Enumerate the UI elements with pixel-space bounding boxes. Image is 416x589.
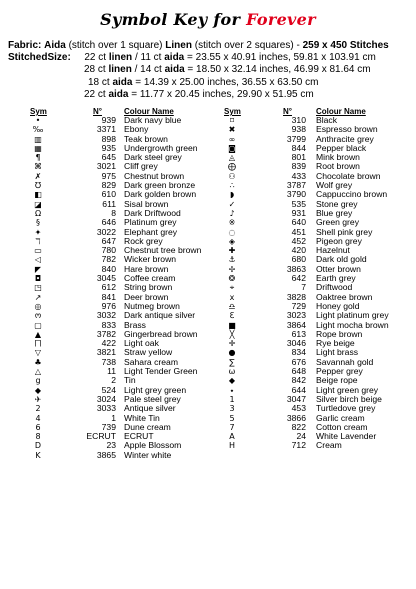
floss-number: 3047: [286, 393, 306, 404]
colour-name: Driftwood: [316, 282, 353, 293]
colour-name: Coffee cream: [124, 273, 176, 284]
symbol-glyph: 2: [35, 404, 41, 414]
symbol-glyph: ■: [228, 320, 236, 330]
symbol-glyph: ▢: [34, 320, 42, 330]
floss-number: 452: [291, 235, 306, 246]
symbol-glyph: ◗: [229, 190, 235, 200]
colour-name: Light grey green: [124, 384, 187, 395]
symbol-glyph: H: [228, 441, 235, 451]
symbol-glyph: ↗: [34, 292, 42, 302]
colour-name: Pale steel grey: [124, 393, 181, 404]
symbol-glyph: ∴: [229, 181, 235, 191]
size-2-bold: aida: [112, 76, 133, 88]
floss-number: 3863: [286, 263, 306, 274]
floss-number: 844: [291, 142, 306, 153]
colour-name: Nutmeg brown: [124, 300, 180, 311]
floss-number: 935: [101, 142, 116, 153]
colour-name: Brass: [124, 319, 146, 330]
colour-name: Earth grey: [316, 273, 356, 284]
floss-number: 839: [291, 161, 306, 172]
size-3-bold: aida: [108, 89, 129, 101]
colour-name: Apple Blossom: [124, 440, 182, 451]
floss-number: 3033: [96, 403, 116, 414]
stitched-size-list: [84, 64, 371, 102]
floss-number: 535: [291, 198, 306, 209]
header-sym-left: Sym: [30, 107, 47, 116]
size-1-rest: = 18.50 x 32.14 inches, 46.99 x 81.64 cm: [187, 64, 371, 75]
colour-name: Straw yellow: [124, 347, 173, 358]
floss-number: 3021: [96, 161, 116, 172]
size-3-prefix: 22 ct: [84, 89, 106, 101]
symbol-glyph: ⌖: [229, 283, 235, 293]
colour-name: Dark navy blue: [124, 115, 182, 125]
colour-name: ECRUT: [124, 431, 154, 442]
floss-number: 645: [101, 152, 116, 163]
symbol-glyph: ◤: [34, 264, 42, 274]
symbol-glyph: △: [34, 367, 42, 377]
fabric-stitches: 259 x 450 Stitches: [302, 40, 389, 51]
floss-number: 2: [111, 375, 116, 386]
symbol-glyph: ╳: [229, 329, 235, 339]
floss-number: 644: [291, 384, 306, 395]
colour-name: Ebony: [124, 124, 149, 135]
floss-number: 612: [101, 282, 116, 293]
colour-name: Turtledove grey: [316, 403, 376, 414]
floss-number: 3045: [96, 273, 116, 284]
floss-number: 3799: [286, 133, 306, 144]
stitched-size-label: StitchedSize:: [8, 52, 71, 63]
symbol-glyph: 4: [35, 413, 41, 423]
colour-name: Undergrowth green: [124, 142, 198, 153]
fabric-linen-note: (stitch over 2 squares) -: [194, 40, 300, 51]
floss-number: 680: [291, 254, 306, 265]
symbol-glyph: ℇ: [229, 311, 235, 321]
floss-number: 3022: [96, 226, 116, 237]
symbol-glyph: ♣: [34, 357, 42, 367]
floss-number: 676: [291, 356, 306, 367]
symbol-glyph: ✖: [228, 125, 236, 135]
floss-number: 7: [301, 282, 306, 293]
colour-name: Black: [316, 115, 338, 125]
floss-number: 834: [291, 347, 306, 358]
floss-number: 3865: [96, 449, 116, 460]
header-number-left: N°: [93, 107, 102, 116]
floss-number: 1: [111, 412, 116, 423]
fabric-aida-note: (stitch over 1 square): [68, 40, 163, 51]
symbol-glyph: ⌑: [229, 116, 235, 125]
colour-name: White Lavender: [316, 431, 377, 442]
colour-name: Elephant grey: [124, 226, 178, 237]
symbol-glyph: ▲: [34, 329, 42, 339]
floss-number: 640: [291, 217, 306, 228]
floss-number: 3866: [286, 412, 306, 423]
colour-name: Dark antique silver: [124, 310, 196, 321]
floss-number: 647: [101, 235, 116, 246]
header-colour-right: Colour Name: [316, 107, 366, 116]
floss-number: 3782: [96, 328, 116, 339]
symbol-glyph: ✈: [34, 394, 42, 404]
symbol-glyph: ✛: [228, 339, 236, 349]
symbol-glyph: ⬩: [230, 385, 234, 395]
colour-name: Pigeon grey: [316, 235, 362, 246]
symbol-glyph: ◎: [34, 301, 42, 311]
size-2-rest: = 14.39 x 25.00 inches, 36.55 x 63.50 cm: [135, 76, 319, 88]
floss-number: 611: [102, 198, 116, 209]
floss-number: 898: [101, 133, 116, 144]
floss-number: 842: [291, 375, 306, 386]
floss-number: 613: [291, 328, 306, 339]
symbol-glyph: ⨅: [34, 339, 42, 349]
floss-number: 729: [291, 300, 306, 311]
symbol-glyph: ✦: [34, 227, 42, 237]
symbol-glyph: ◁: [34, 255, 42, 265]
floss-number: 822: [291, 421, 306, 432]
floss-number: 648: [291, 366, 306, 377]
symbol-glyph: g: [35, 376, 41, 386]
symbol-glyph: ¶: [35, 153, 41, 163]
symbol-glyph: ◧: [34, 190, 42, 200]
symbol-glyph: 8: [35, 432, 41, 442]
symbol-glyph: ⨁: [228, 162, 236, 172]
floss-number: 524: [101, 384, 116, 395]
symbol-glyph: ▦: [34, 143, 42, 153]
colour-name: Dark old gold: [316, 254, 367, 265]
size-1-mid: / 14 ct: [134, 64, 162, 75]
symbol-glyph: ✢: [228, 264, 236, 274]
symbol-glyph: ◆: [34, 385, 42, 395]
colour-name: Dark golden brown: [124, 189, 197, 200]
floss-number: 610: [101, 189, 116, 200]
symbol-key-right-column: [224, 116, 414, 451]
colour-name: Dark green bronze: [124, 180, 196, 191]
floss-number: 3371: [96, 124, 116, 135]
floss-number: 3790: [286, 189, 306, 200]
symbol-glyph: ◪: [34, 199, 42, 209]
colour-name: Antique silver: [124, 403, 176, 414]
colour-name: Chestnut tree brown: [124, 245, 202, 256]
colour-name: Wicker brown: [124, 254, 177, 265]
floss-number: 939: [101, 115, 116, 125]
floss-number: 3787: [286, 180, 306, 191]
title-accent: Forever: [246, 10, 316, 29]
size-2-prefix: 18 ct: [88, 76, 110, 88]
floss-number: 976: [101, 300, 116, 311]
title-prefix: Symbol Key for: [100, 10, 241, 29]
symbol-glyph: ⚇: [228, 171, 236, 181]
colour-name: Deer brown: [124, 291, 169, 302]
floss-number: 3032: [96, 310, 116, 321]
colour-name: Cliff grey: [124, 161, 158, 172]
colour-name: Pepper black: [316, 142, 367, 153]
floss-number: 3864: [286, 319, 306, 330]
floss-number: 3023: [286, 310, 306, 321]
colour-name: Cotton cream: [316, 421, 368, 432]
symbol-glyph: ω: [228, 367, 236, 377]
colour-name: Honey gold: [316, 300, 360, 311]
symbol-glyph: 5: [229, 413, 235, 423]
size-line: [84, 64, 371, 77]
floss-number: 11: [107, 366, 116, 377]
colour-name: Rock grey: [124, 235, 163, 246]
symbol-glyph: ❂: [228, 274, 236, 284]
floss-number: 310: [291, 115, 306, 125]
symbol-glyph: ∞: [228, 134, 236, 144]
size-0-bold: linen: [108, 52, 133, 63]
colour-name: Shell pink grey: [316, 226, 373, 237]
symbol-glyph: x: [229, 292, 235, 302]
symbol-glyph: ▭: [34, 246, 42, 256]
header-colour-left: Colour Name: [124, 107, 174, 116]
header-number-right: N°: [283, 107, 292, 116]
symbol-glyph: 6: [35, 422, 41, 432]
colour-name: Wolf grey: [316, 180, 353, 191]
size-1-prefix: 28 ct: [84, 64, 106, 75]
colour-name: Tin: [124, 375, 136, 386]
colour-name: Platinum grey: [124, 217, 177, 228]
colour-name: Dark Driftwood: [124, 207, 181, 218]
symbol-glyph: ‰: [32, 125, 44, 135]
colour-name: Savannah gold: [316, 356, 374, 367]
floss-number: 782: [101, 254, 116, 265]
floss-number: 3821: [96, 347, 116, 358]
symbol-glyph: ◬: [228, 153, 236, 163]
symbol-glyph: ◆: [228, 376, 236, 386]
symbol-glyph: •: [35, 116, 41, 125]
floss-number: 24: [296, 431, 306, 442]
symbol-glyph: ♎: [228, 301, 236, 311]
colour-name: Pepper grey: [316, 366, 363, 377]
stitched-size-line: [8, 52, 376, 64]
floss-number: 3828: [286, 291, 306, 302]
size-0-mid: / 11 ct: [134, 52, 162, 63]
size-3-rest: = 11.77 x 20.45 inches, 29.90 x 51.95 cm: [131, 89, 314, 101]
symbol-glyph: ო: [34, 311, 42, 321]
floss-number: 3046: [286, 338, 306, 349]
colour-name: Light Tender Green: [124, 366, 198, 377]
symbol-glyph: 7: [229, 422, 235, 432]
symbol-glyph: ●: [228, 348, 236, 358]
symbol-glyph: ◙: [228, 143, 236, 153]
symbol-glyph: ✓: [228, 199, 236, 209]
colour-name: Silver birch beige: [316, 393, 382, 404]
symbol-glyph: A: [229, 432, 235, 442]
floss-number: 422: [101, 338, 116, 349]
colour-name: String brown: [124, 282, 173, 293]
size-0-prefix: 22 ct: [84, 52, 107, 63]
size-1-bold2: aida: [164, 64, 185, 75]
floss-number: 738: [101, 356, 116, 367]
symbol-glyph: 3: [229, 404, 235, 414]
symbol-glyph: ◌: [228, 227, 236, 237]
colour-name: Rope brown: [316, 328, 363, 339]
colour-name: Light brass: [316, 347, 359, 358]
size-line: [84, 89, 371, 102]
colour-name: Green grey: [316, 217, 359, 228]
symbol-glyph: ◳: [34, 283, 42, 293]
symbol-glyph: ∑: [229, 357, 235, 367]
size-line: [84, 77, 371, 90]
colour-name: Light mocha brown: [316, 319, 389, 330]
floss-number: 833: [101, 319, 116, 330]
symbol-glyph: D: [34, 441, 42, 451]
floss-number: 829: [101, 180, 116, 191]
symbol-glyph: ✗: [34, 171, 42, 181]
symbol-key-left-column: [30, 116, 230, 460]
floss-number: 739: [101, 421, 116, 432]
size-0-bold2: aida: [164, 52, 185, 63]
symbol-glyph: ◘: [34, 274, 42, 284]
colour-name: Winter white: [124, 449, 172, 460]
colour-name: Anthracite grey: [316, 133, 374, 144]
symbol-glyph: ⚓: [228, 255, 236, 265]
colour-name: Mink brown: [316, 152, 360, 163]
colour-name: Light platinum grey: [316, 310, 389, 321]
symbol-glyph: ▽: [34, 348, 42, 358]
colour-name: Oaktree brown: [316, 291, 373, 302]
fabric-linen: Linen: [165, 40, 192, 51]
floss-number: ECRUT: [86, 431, 116, 442]
floss-number: 712: [291, 440, 306, 451]
floss-number: 841: [101, 291, 116, 302]
symbol-glyph: 1: [229, 394, 235, 404]
floss-number: 433: [291, 170, 306, 181]
colour-name: Beige rope: [316, 375, 358, 386]
symbol-glyph: ℸ: [35, 236, 41, 246]
floss-number: 8: [111, 207, 116, 218]
floss-number: 453: [291, 403, 306, 414]
symbol-glyph: ※: [228, 218, 236, 228]
header-sym-right: Sym: [224, 107, 241, 116]
table-row: [224, 441, 414, 450]
symbol-glyph: ♪: [229, 208, 235, 218]
symbol-glyph: ⌘: [34, 162, 42, 172]
floss-number: 931: [291, 207, 306, 218]
floss-number: 938: [291, 124, 306, 135]
colour-name: Rye beige: [316, 338, 355, 349]
fabric-label: Fabric:: [8, 40, 42, 51]
colour-name: Sisal brown: [124, 198, 169, 209]
floss-number: 840: [101, 263, 116, 274]
size-1-bold: linen: [108, 64, 132, 75]
colour-name: Light oak: [124, 338, 159, 349]
colour-name: Dark steel grey: [124, 152, 182, 163]
colour-name: Root brown: [316, 161, 360, 172]
colour-name: Stone grey: [316, 198, 358, 209]
floss-number: 975: [101, 170, 116, 181]
colour-name: Dune cream: [124, 421, 171, 432]
colour-name: Sahara cream: [124, 356, 178, 367]
size-0-rest: = 23.55 x 40.91 inches, 59.81 x 103.91 cm: [187, 52, 376, 63]
floss-number: 23: [106, 440, 116, 451]
floss-number: 801: [291, 152, 306, 163]
fabric-line: [8, 40, 389, 52]
floss-number: 420: [291, 245, 306, 256]
colour-name: Chestnut brown: [124, 170, 185, 181]
colour-name: Teak brown: [124, 133, 168, 144]
colour-name: Hare brown: [124, 263, 169, 274]
symbol-glyph: Ω: [34, 208, 42, 218]
symbol-glyph: §: [36, 218, 40, 228]
symbol-glyph: ◈: [228, 236, 236, 246]
symbol-glyph: ✚: [228, 246, 236, 256]
floss-number: 3024: [96, 393, 116, 404]
colour-name: Blue grey: [316, 207, 353, 218]
floss-number: 646: [101, 217, 116, 228]
colour-name: Cream: [316, 440, 342, 451]
floss-number: 780: [101, 245, 116, 256]
colour-name: Espresso brown: [316, 124, 378, 135]
floss-number: 451: [291, 226, 306, 237]
symbol-glyph: ▥: [34, 134, 42, 144]
colour-name: Cappuccino brown: [316, 189, 388, 200]
colour-name: Light green grey: [316, 384, 379, 395]
table-row: [30, 451, 230, 460]
colour-name: White Tin: [124, 412, 160, 423]
fabric-aida: Aida: [44, 40, 66, 51]
colour-name: Otter brown: [316, 263, 361, 274]
colour-name: Garlic cream: [316, 412, 365, 423]
symbol-glyph: K: [35, 450, 41, 460]
floss-number: 642: [291, 273, 306, 284]
colour-name: Gingerbread brown: [124, 328, 198, 339]
page-title: [0, 10, 416, 29]
symbol-glyph: ℧: [34, 181, 42, 191]
colour-name: Hazelnut: [316, 245, 350, 256]
colour-name: Chocolate brown: [316, 170, 381, 181]
